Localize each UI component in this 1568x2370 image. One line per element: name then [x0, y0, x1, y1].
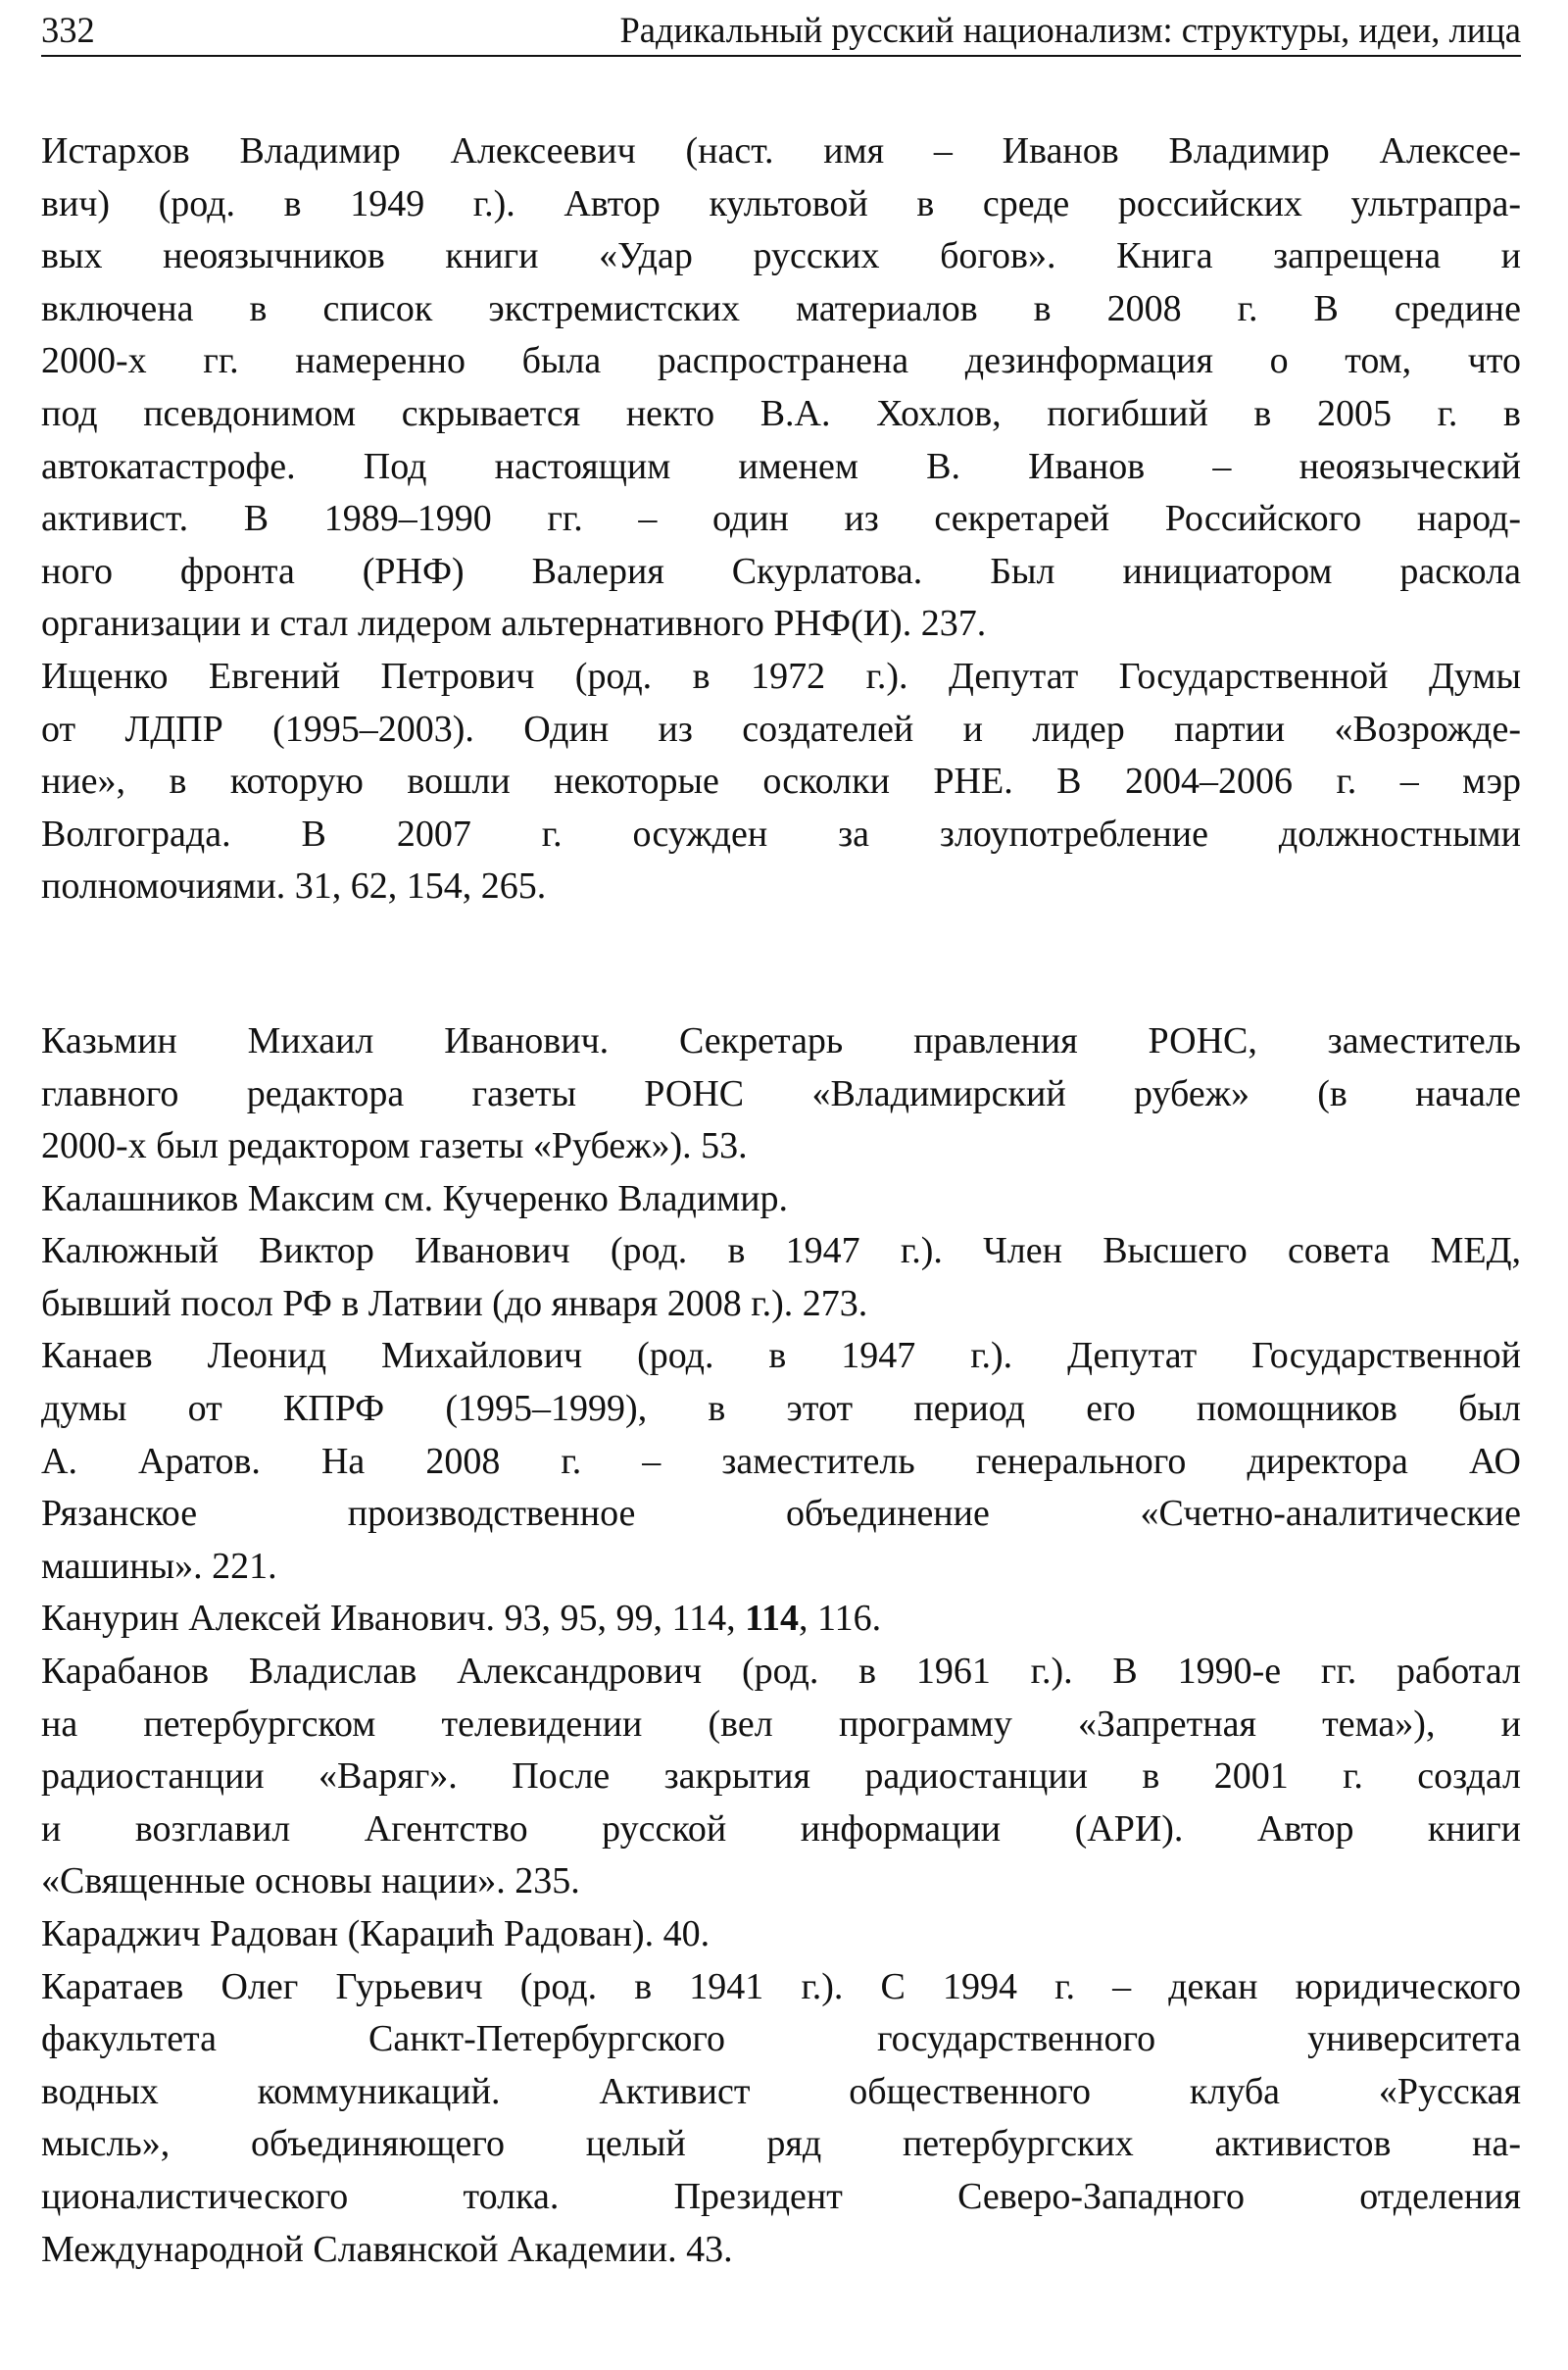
entry-line: думы от КПРФ (1995–1999), в этот период его помощников был	[41, 1388, 1521, 1430]
entry-line: от ЛДПР (1995–2003). Один из создателей и лидер партии «Возрожде-	[41, 708, 1521, 750]
entry-line: машины». 221.	[41, 1545, 277, 1587]
entry-line: под псевдонимом скрывается некто В.А. Хохлов, погибший в 2005 г. в	[41, 392, 1521, 434]
index-entry-istarkhov	[41, 125, 1521, 651]
index-entry-karadzhich	[41, 1908, 1521, 1961]
index-entry-kalashnikov	[41, 1173, 1521, 1226]
entry-line: 2000-х гг. намеренно была распространена дезинформация о том, что	[41, 340, 1521, 382]
index-entry-kazmin	[41, 1015, 1521, 1173]
entry-text: Канурин Алексей Иванович. 93, 95, 99, 114,	[41, 1598, 746, 1640]
bold-page-reference: 114	[745, 1598, 800, 1640]
entry-line: Волгограда. В 2007 г. осужден за злоупотребление должностными	[41, 813, 1521, 855]
entry-line	[41, 1593, 1521, 1646]
entry-line: главного редактора газеты РОНС «Владимирский рубеж» (в начале	[41, 1072, 1521, 1114]
index-entry-karabanov	[41, 1646, 1521, 1908]
entry-line: 2000-х был редактором газеты «Рубеж»). 53.	[41, 1125, 748, 1167]
entry-line: радиостанции «Варяг». После закрытия радиостанции в 2001 г. создал	[41, 1755, 1521, 1798]
entry-line: и возглавил Агентство русской информации (АРИ). Автор книги	[41, 1807, 1521, 1850]
index-entry-kanaev	[41, 1330, 1521, 1593]
entry-line: полномочиями. 31, 62, 154, 265.	[41, 865, 547, 908]
entry-line: Ищенко Евгений Петрович (род. в 1972 г.). Депутат Государственной Думы	[41, 655, 1521, 697]
entry-line: Истархов Владимир Алексеевич (наст. имя – Иванов Владимир Алексее-	[41, 130, 1521, 172]
running-title: Радикальный русский национализм: структуры, идеи, лица	[619, 10, 1521, 50]
entry-line: ние», в которую вошли некоторые осколки РНЕ. В 2004–2006 г. – мэр	[41, 761, 1521, 803]
page-number: 332	[41, 10, 95, 50]
page	[41, 0, 1521, 2370]
entry-line: активист. В 1989–1990 гг. – один из секретарей Российского народ-	[41, 498, 1521, 540]
entry-line: Канаев Леонид Михайлович (род. в 1947 г.). Депутат Государственной	[41, 1335, 1521, 1377]
entry-line: ционалистического толка. Президент Северо-Западного отделения	[41, 2175, 1521, 2217]
entry-line: ного фронта (РНФ) Валерия Скурлатова. Был инициатором раскола	[41, 550, 1521, 592]
entry-line: А. Аратов. На 2008 г. – заместитель генерального директора АО	[41, 1440, 1521, 1482]
entry-line: Рязанское производственное объединение «Счетно-аналитические	[41, 1493, 1521, 1535]
entry-line: Карабанов Владислав Александрович (род. в 1961 г.). В 1990-е гг. работал	[41, 1651, 1521, 1693]
entry-text: , 116.	[799, 1598, 882, 1640]
entry-line: бывший посол РФ в Латвии (до января 2008 г.). 273.	[41, 1282, 868, 1324]
index-entry-kanurin	[41, 1593, 1521, 1646]
entry-line: мысль», объединяющего целый ряд петербургских активистов на-	[41, 2123, 1521, 2165]
entry-line: на петербургском телевидении (вел программу «Запретная тема»), и	[41, 1703, 1521, 1745]
entry-line: Калашников Максим см. Кучеренко Владимир.	[41, 1177, 789, 1219]
entry-line: вых неоязычников книги «Удар русских богов». Книга запрещена и	[41, 235, 1521, 277]
entry-line: Калюжный Виктор Иванович (род. в 1947 г.). Член Высшего совета МЕД,	[41, 1230, 1521, 1272]
index-entry-ishchenko	[41, 651, 1521, 913]
page-header	[41, 6, 1521, 57]
index-content	[41, 125, 1521, 2276]
letter-section-gap	[41, 913, 1521, 1015]
index-entry-karataev	[41, 1961, 1521, 2277]
entry-line: автокатастрофе. Под настоящим именем В. Иванов – неоязыческий	[41, 445, 1521, 487]
entry-line: вич) (род. в 1949 г.). Автор культовой в среде российских ультрапра-	[41, 182, 1521, 224]
entry-line: «Священные основы нации». 235.	[41, 1860, 580, 1902]
entry-line: факультета Санкт-Петербургского государственного университета	[41, 2018, 1521, 2060]
entry-line: водных коммуникаций. Активист общественного клуба «Русская	[41, 2070, 1521, 2112]
index-entry-kalyuzhny	[41, 1225, 1521, 1330]
entry-line: организации и стал лидером альтернативного РНФ(И). 237.	[41, 603, 987, 645]
entry-line: включена в список экстремистских материалов в 2008 г. В средине	[41, 287, 1521, 329]
entry-line: Международной Славянской Академии. 43.	[41, 2228, 733, 2270]
entry-line: Казьмин Михаил Иванович. Секретарь правления РОНС, заместитель	[41, 1019, 1521, 1062]
entry-line: Караджич Радован (Караџић Радован). 40.	[41, 1913, 710, 1954]
entry-line: Каратаев Олег Гурьевич (род. в 1941 г.). С 1994 г. – декан юридического	[41, 1965, 1521, 2007]
